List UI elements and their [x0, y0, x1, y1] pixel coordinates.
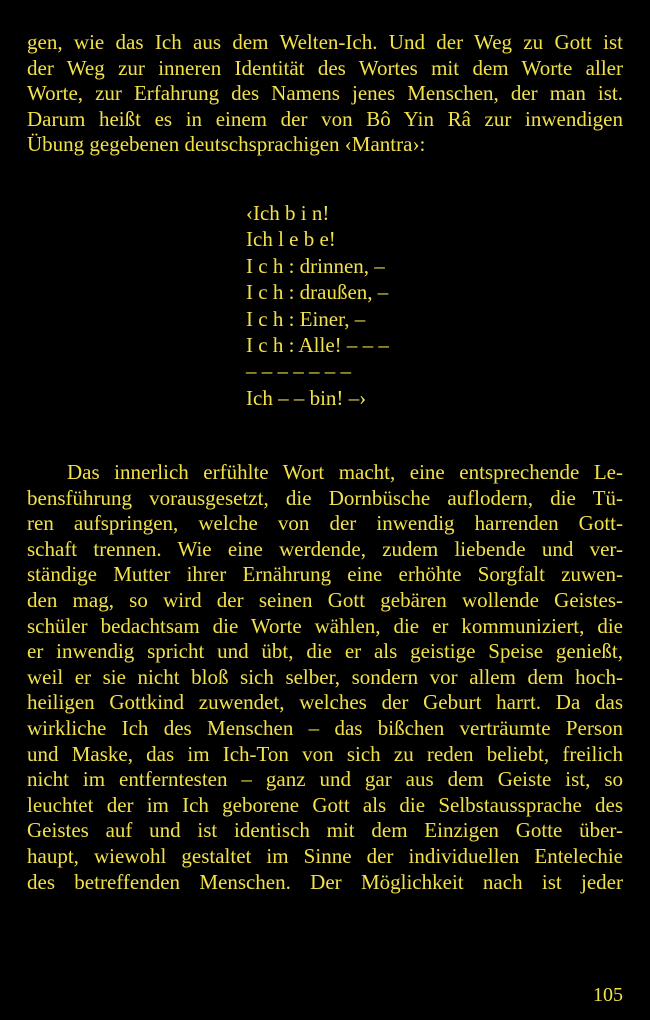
text-line: der Weg zur inneren Identität des Wortes mit dem Worte aller [27, 55, 623, 80]
text-line: er inwendig spricht und übt, die er als geistige Speise genießt, [27, 639, 623, 664]
text-line: und Maske, das im Ich-Ton von sich zu reden beliebt, freilich [27, 741, 623, 766]
mantra-line: I c h : draußen, – [246, 280, 389, 305]
text-line: Übung gegebenen deutschsprachigen ‹Mantra›: [27, 132, 426, 157]
text-line: bensführung vorausgesetzt, die Dornbüsche auflodern, die Tü- [27, 485, 623, 510]
mantra-line: I c h : Alle! – – – [246, 332, 389, 357]
page-number: 105 [593, 984, 623, 1006]
text-line: ren aufspringen, welche von der inwendig harrenden Gott- [27, 511, 623, 536]
mantra-line: ‹Ich b i n! [246, 201, 330, 225]
mantra-line: I c h : Einer, – [246, 306, 366, 331]
text-line: Das innerlich erfühlte Wort macht, eine entsprechende Le- [67, 460, 623, 484]
mantra-line: – – – – – – – [246, 359, 351, 384]
text-line: den mag, so wird der seinen Gott gebären wollende Geistes- [27, 587, 623, 612]
text-line: haupt, wiewohl gestaltet im Sinne der individuellen Entelechie [27, 843, 623, 868]
text-line: gen, wie das Ich aus dem Welten-Ich. Und der Weg zu Gott ist [27, 30, 623, 54]
text-line: des betreffenden Menschen. Der Möglichkeit nach ist jeder [27, 869, 623, 894]
paragraph-continued [27, 30, 623, 158]
mantra-line: I c h : drinnen, – [246, 253, 385, 278]
mantra-line: Ich – – bin! –› [246, 385, 367, 410]
text-line: wirkliche Ich des Menschen – das bißchen verträumte Person [27, 715, 623, 740]
text-line: schüler bedachtsam die Worte wählen, die er kommuniziert, die [27, 613, 623, 638]
mantra-verse [246, 200, 389, 411]
text-line: schaft trennen. Wie eine werdende, zudem liebende und ver- [27, 536, 623, 561]
mantra-line: Ich l e b e! [246, 227, 336, 252]
text-line: weil er sie nicht bloß sich selber, sondern vor allem dem hoch- [27, 664, 623, 689]
text-line: Worte, zur Erfahrung des Namens jenes Menschen, der man ist. [27, 81, 623, 106]
text-line: Geistes auf und ist identisch mit dem Einzigen Gotte über- [27, 818, 623, 843]
text-line: Darum heißt es in einem der von Bô Yin Râ zur inwendigen [27, 106, 623, 131]
text-line: ständige Mutter ihrer Ernährung eine erhöhte Sorgfalt zuwen- [27, 562, 623, 587]
text-line: leuchtet der im Ich geborene Gott als die Selbstaussprache des [27, 792, 623, 817]
text-line: nicht im entferntesten – ganz und gar aus dem Geiste ist, so [27, 767, 623, 792]
text-line: heiligen Gottkind zuwendet, welches der Geburt harrt. Da das [27, 690, 623, 715]
paragraph-main [27, 460, 623, 895]
